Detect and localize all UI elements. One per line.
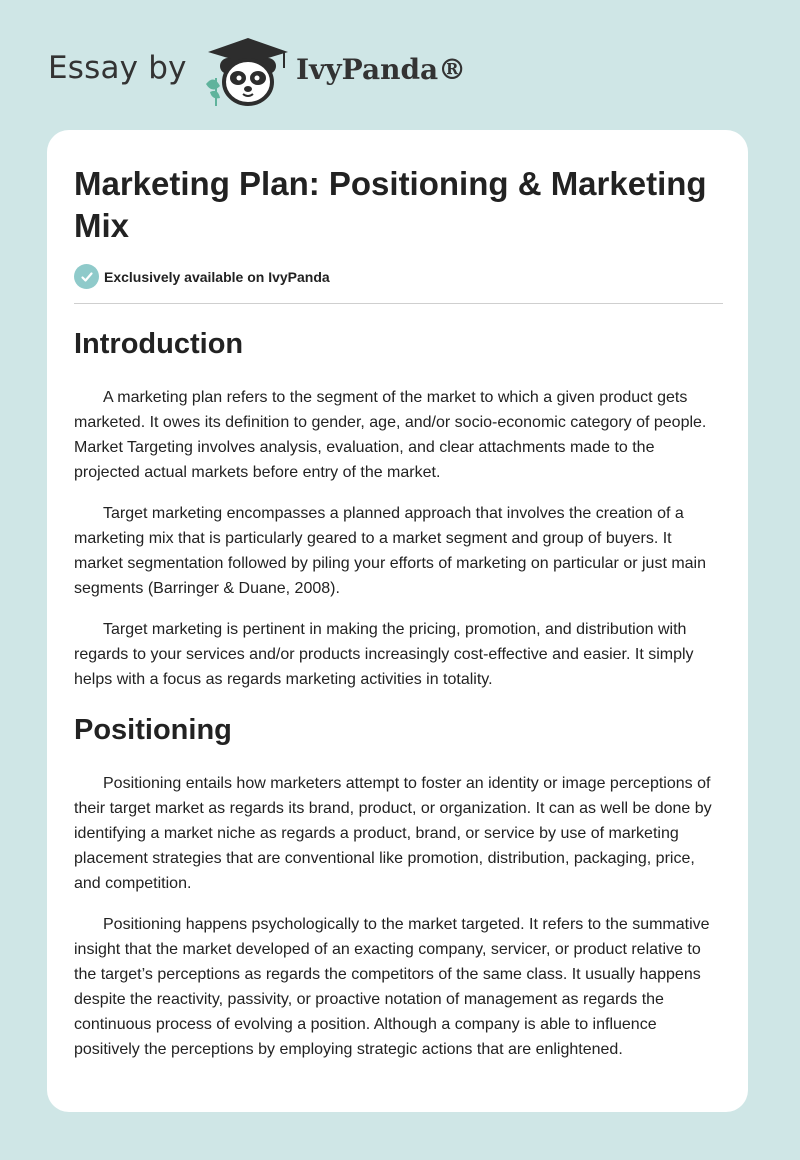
section-introduction: [74, 322, 724, 692]
section-heading: Positioning: [74, 714, 232, 746]
paragraph: Positioning entails how marketers attempt to foster an identity or image perceptions of their target market as regards its brand, product, or organization. It can as well be done by identifying a market niche as regards a product, brand, or service by use of marketing placement strategies that are conventional like promotion, distribution, packaging, price, and competition.: [74, 775, 712, 892]
exclusive-badge-label: Exclusively available on IvyPanda: [104, 268, 330, 285]
section-heading: Introduction: [74, 328, 244, 360]
brand-prefix: Essay by: [48, 50, 187, 86]
divider: [74, 303, 723, 304]
paragraph: A marketing plan refers to the segment of the market to which a given product gets marketed. It owes its definition to gender, age, and/or socio-economic category of people. Market Targeting involves analysis, evaluation, and clear attachments made to the projected actual markets before entry of the market.: [74, 389, 707, 481]
exclusive-badge: [74, 264, 330, 289]
check-icon: [74, 264, 99, 289]
section-positioning: [74, 708, 724, 1062]
page-title: Marketing Plan: Positioning & Marketing Mix: [74, 165, 707, 244]
brand-name[interactable]: IvyPanda®: [296, 53, 467, 86]
paragraph: Positioning happens psychologically to the market targeted. It refers to the summative insight that the market developed of an exacting company, servicer, or product relative to the target’s perceptions as regards the competitors of the same class. It usually happens despite the reactivity, passivity, or proactive notation of management as regards the continuous process of evolving a position. Although a company is able to influence positively the perceptions by employing strategic actions that are enlightened.: [74, 916, 710, 1058]
panda-graduate-icon[interactable]: [200, 34, 292, 110]
site-header: [0, 0, 800, 130]
paragraph: Target marketing encompasses a planned approach that involves the creation of a marketing mix that is particularly geared to a market segment and group of buyers. It market segmentation followed by piling your efforts of marketing on particular or just main segments (Barringer & Duane, 2008).: [74, 505, 707, 597]
paragraph: Target marketing is pertinent in making the pricing, promotion, and distribution with regards to your services and/or products increasingly cost-effective and easier. It simply helps with a focus as regards marketing activities in totality.: [74, 621, 694, 688]
essay-body: [74, 322, 724, 1078]
